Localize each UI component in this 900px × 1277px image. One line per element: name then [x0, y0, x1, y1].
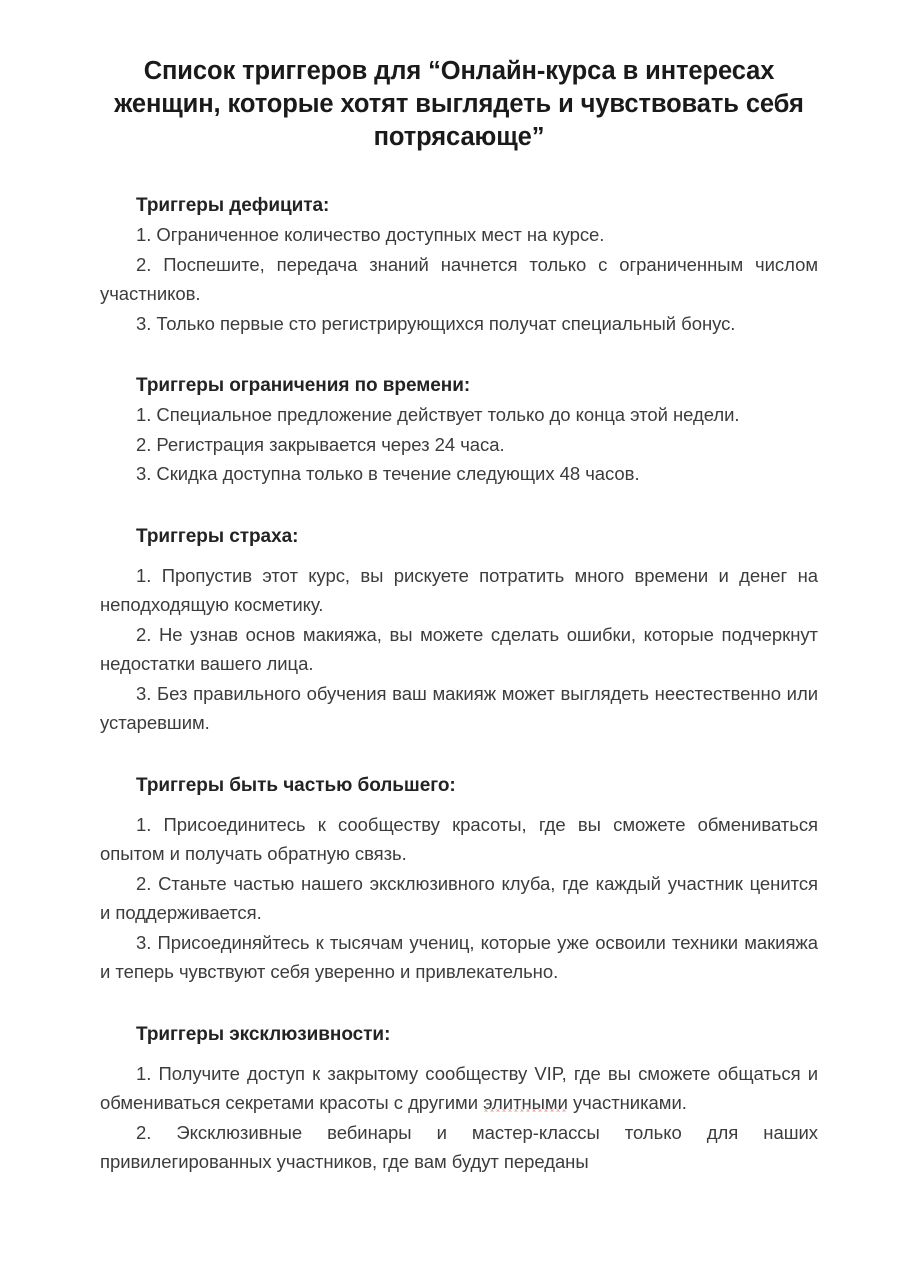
list-item: 2. Регистрация закрывается через 24 часа.: [136, 433, 505, 455]
list-item: 2. Эксклюзивные вебинары и мастер-классы только для наших привилегированных участников, где вам будут переданы: [100, 1121, 818, 1172]
list-item: 3. Без правильного обучения ваш макияж может выглядеть неестественно или устаревшим.: [100, 682, 818, 733]
list-item: 2. Не узнав основ макияжа, вы можете сделать ошибки, которые подчеркнут недостатки вашего лица.: [100, 623, 818, 674]
spacer-section: [100, 489, 818, 522]
list-item: 3. Скидка доступна только в течение следующих 48 часов.: [136, 463, 640, 484]
spacer-after-heading: [100, 800, 818, 810]
section-heading-scarcity: Триггеры дефицита:: [136, 195, 330, 216]
section-heading-exclusivity: Триггеры эксклюзивности:: [136, 1023, 391, 1045]
list-item: 3. Только первые сто регистрирующихся получат специальный бонус.: [136, 312, 736, 334]
list-item-text-part: 1. Получите доступ к закрытому сообществу VIP, где вы сможете общаться и обмениваться секретами красоты с другими: [100, 1062, 818, 1113]
list-item: 1. Присоединитесь к сообществу красоты, где вы сможете обмениваться опытом и получать обратную связь.: [100, 813, 818, 864]
section-heading-time-limit: Триггеры ограничения по времени:: [136, 375, 471, 396]
list-item: 3. Присоединяйтесь к тысячам учениц, которые уже освоили техники макияжа и теперь чувствуют себя уверенно и привлекательно.: [100, 931, 818, 982]
list-item: 2. Поспешите, передача знаний начнется только с ограниченным числом участников.: [100, 253, 818, 304]
section-time-limit: [100, 371, 818, 489]
list-item: 2. Станьте частью нашего эксклюзивного клуба, где каждый участник ценится и поддерживается.: [100, 872, 818, 923]
spacer-title-to-body: [100, 154, 818, 191]
section-heading-fear: Триггеры страха:: [136, 525, 299, 547]
section-scarcity: [100, 191, 818, 338]
spacer-section: [100, 987, 818, 1020]
document-body: [100, 0, 818, 1177]
list-item: [100, 1059, 818, 1118]
list-item: 1. Пропустив этот курс, вы рискуете потратить много времени и денег на неподходящую косметику.: [100, 564, 818, 615]
spacer-after-heading: [100, 1049, 818, 1059]
section-exclusivity: [100, 1020, 818, 1177]
spacer-section: [100, 338, 818, 371]
list-item: 1. Ограниченное количество доступных мест на курсе.: [136, 224, 605, 245]
section-belonging: [100, 771, 818, 987]
section-heading-belonging: Триггеры быть частью большего:: [136, 774, 456, 796]
section-fear: [100, 522, 818, 738]
spacer-after-heading: [100, 551, 818, 561]
list-item: 1. Специальное предложение действует только до конца этой недели.: [136, 404, 740, 425]
misspelled-word[interactable]: элитными: [483, 1092, 568, 1113]
page-title: Список триггеров для “Онлайн-курса в интересах женщин, которые хотят выглядеть и чувствовать себя потрясающе”: [114, 57, 804, 151]
list-item-text-tail: участниками.: [567, 1092, 687, 1113]
spacer-section: [100, 738, 818, 771]
